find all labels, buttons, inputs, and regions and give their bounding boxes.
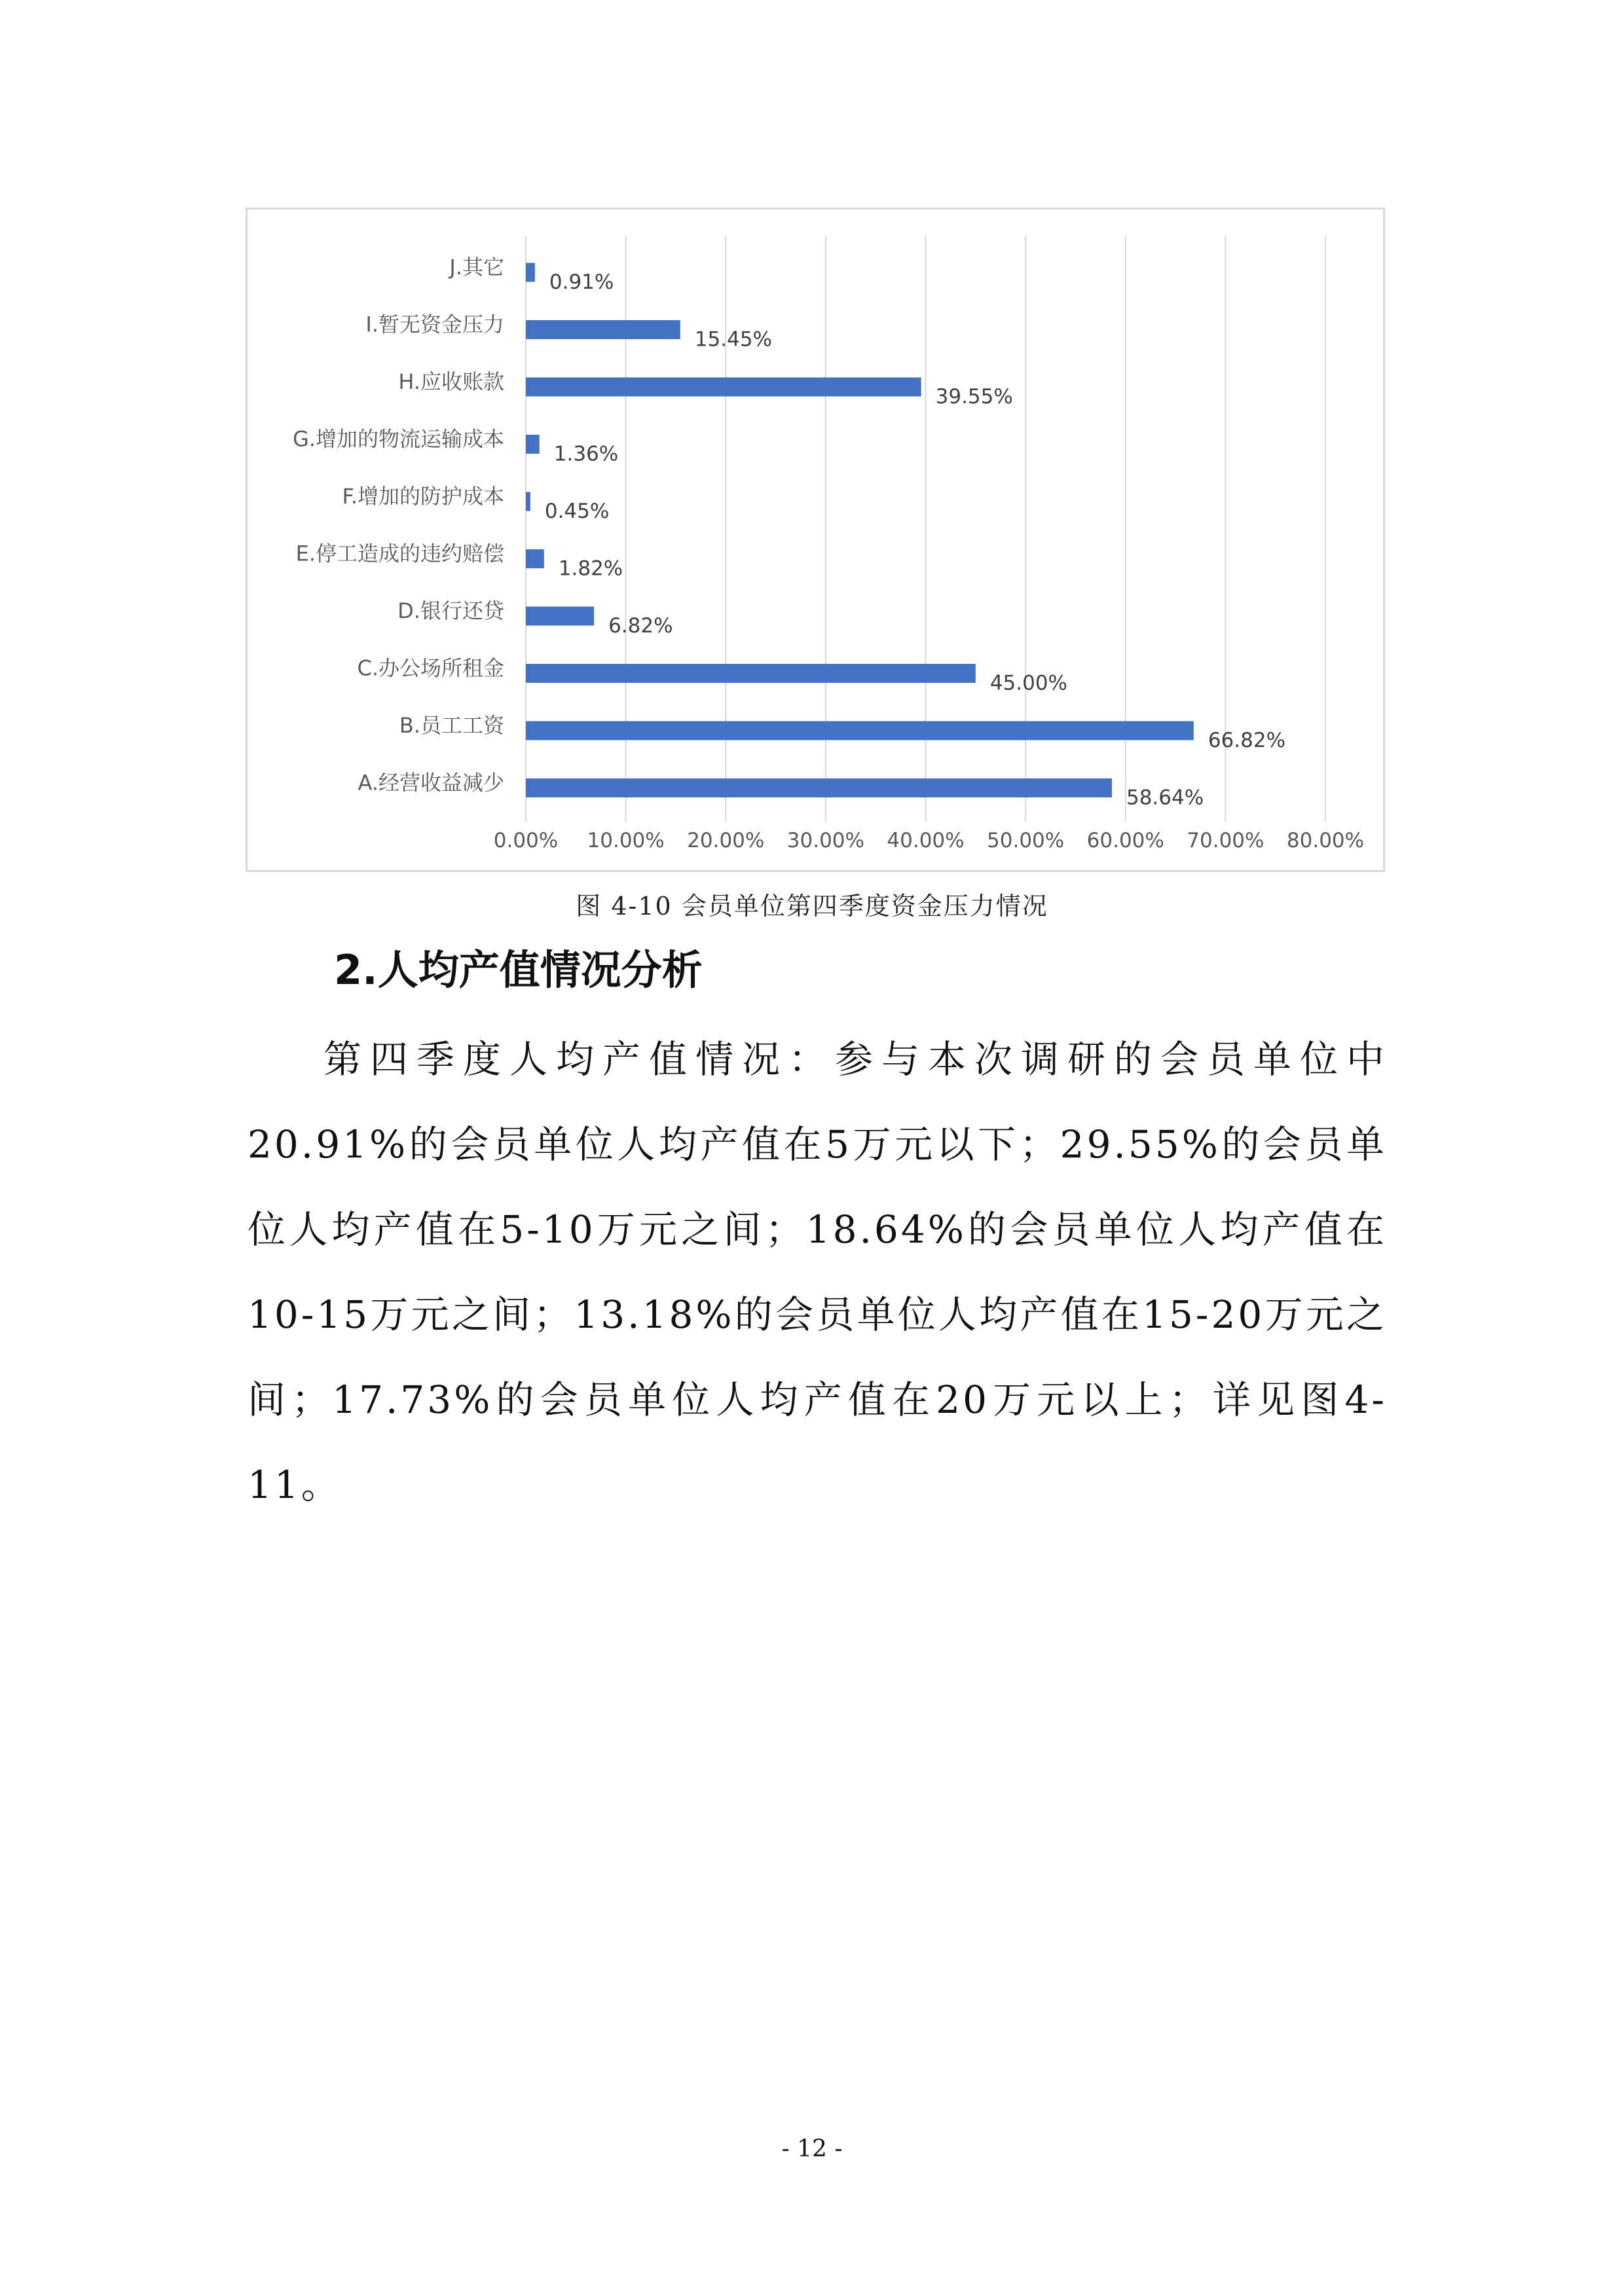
category-label: A.经营收益减少 bbox=[358, 770, 504, 795]
x-tick-label: 10.00% bbox=[587, 829, 665, 852]
figure-caption: 图 4-10 会员单位第四季度资金压力情况 bbox=[576, 892, 1048, 920]
category-label: G.增加的物流运输成本 bbox=[293, 426, 504, 452]
bar bbox=[526, 435, 540, 454]
data-label: 0.91% bbox=[549, 270, 614, 294]
category-label: F.增加的防护成本 bbox=[342, 484, 504, 509]
category-label: H.应收账款 bbox=[398, 369, 504, 394]
bar bbox=[526, 778, 1112, 797]
x-tick-label: 30.00% bbox=[786, 829, 864, 852]
bar bbox=[526, 549, 544, 568]
x-tick-label: 20.00% bbox=[687, 829, 765, 852]
section-heading: 2.人均产值情况分析 bbox=[334, 946, 703, 994]
x-tick-label: 80.00% bbox=[1286, 829, 1365, 852]
x-tick-label: 60.00% bbox=[1086, 829, 1164, 852]
data-label: 1.82% bbox=[558, 556, 623, 581]
data-label: 6.82% bbox=[608, 614, 673, 638]
bar bbox=[526, 378, 921, 397]
x-tick-label: 50.00% bbox=[987, 829, 1065, 852]
category-label: C.办公场所租金 bbox=[357, 655, 504, 681]
data-label: 15.45% bbox=[694, 327, 773, 352]
bar bbox=[526, 320, 680, 339]
bar bbox=[526, 721, 1194, 740]
chart-container bbox=[246, 208, 1385, 872]
page-number: - 12 - bbox=[781, 2136, 843, 2162]
bar bbox=[526, 607, 594, 626]
bar bbox=[526, 492, 530, 511]
category-label: B.员工工资 bbox=[399, 713, 504, 738]
category-label: E.停工造成的违约赔偿 bbox=[295, 541, 504, 566]
x-tick-label: 0.00% bbox=[493, 829, 559, 852]
category-label: I.暂无资金压力 bbox=[365, 312, 504, 337]
data-label: 1.36% bbox=[553, 442, 619, 466]
bar bbox=[526, 263, 535, 282]
x-tick-label: 40.00% bbox=[887, 829, 965, 852]
data-label: 58.64% bbox=[1126, 786, 1204, 810]
category-label: D.银行还贷 bbox=[397, 598, 504, 623]
body-paragraph: 第四季度人均产值情况：参与本次调研的会员单位中20.91%的会员单位人均产值在5万元以下；29.55%的会员单位人均产值在5-10万元之间；18.64%的会员单位人均产值在10-15万元之间；13.18%的会员单位人均产值在15-20万元之间；17.73%的会员单位人均产值在20万元以上；详见图4-11。 bbox=[248, 1037, 1387, 1507]
x-tick-label: 70.00% bbox=[1187, 829, 1264, 852]
data-label: 45.00% bbox=[989, 671, 1068, 695]
bar bbox=[526, 664, 976, 683]
data-label: 0.45% bbox=[544, 500, 610, 523]
bar-chart bbox=[248, 210, 1383, 870]
data-label: 39.55% bbox=[935, 385, 1013, 409]
category-label: J.其它 bbox=[449, 255, 504, 280]
data-label: 66.82% bbox=[1208, 729, 1286, 752]
